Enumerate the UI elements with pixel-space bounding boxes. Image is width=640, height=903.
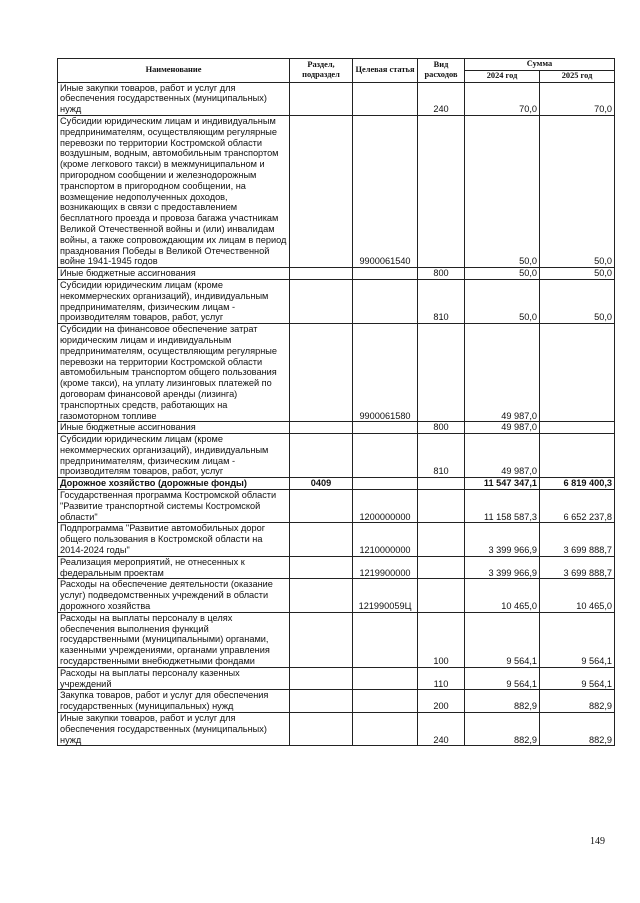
row-sum-2024: 882,9 [465,713,540,746]
table-row [58,523,615,556]
row-target [353,422,418,434]
row-sum-2025: 882,9 [540,713,615,746]
row-expense-type [418,523,465,556]
row-sum-2024: 49 987,0 [465,324,540,422]
row-sum-2025: 10 465,0 [540,579,615,612]
table-row [58,478,615,490]
table-row [58,434,615,478]
row-name: Закупка товаров, работ и услуг для обеспечения государственных (муниципальных) нужд [58,690,290,713]
row-section [290,667,353,690]
row-section: 0409 [290,478,353,490]
table-row [58,713,615,746]
row-section [290,612,353,667]
row-target [353,478,418,490]
row-sum-2024: 49 987,0 [465,422,540,434]
table-row [58,268,615,280]
header-target: Целевая статья [353,59,418,83]
table-row [58,490,615,523]
row-target [353,268,418,280]
row-sum-2024: 9 564,1 [465,612,540,667]
row-target: 1200000000 [353,490,418,523]
table-row [58,667,615,690]
row-expense-type: 200 [418,690,465,713]
row-target [353,667,418,690]
row-expense-type: 110 [418,667,465,690]
header-sum: Сумма [465,59,615,71]
row-sum-2024: 49 987,0 [465,434,540,478]
row-target: 1210000000 [353,523,418,556]
row-name: Субсидии юридическим лицам (кроме некоммерческих организаций), индивидуальным предпринимателям, физическим лицам - производителям товаров, работ, услуг [58,279,290,323]
page-number: 149 [590,836,605,847]
row-sum-2025: 9 564,1 [540,612,615,667]
row-section [290,690,353,713]
table-row [58,82,615,115]
row-name: Субсидии юридическим лицам (кроме некоммерческих организаций), индивидуальным предпринимателям, физическим лицам - производителям товаров, работ, услуг [58,434,290,478]
row-name: Расходы на выплаты персоналу в целях обеспечения выполнения функций государственными (муниципальными) органами, казенными учреждениями, органами управления государственными внебюджетными фондами [58,612,290,667]
row-sum-2025 [540,422,615,434]
row-target [353,279,418,323]
row-expense-type: 800 [418,268,465,280]
row-sum-2025: 50,0 [540,268,615,280]
row-sum-2025: 3 699 888,7 [540,523,615,556]
row-sum-2025: 50,0 [540,115,615,267]
row-sum-2024: 50,0 [465,115,540,267]
row-section [290,422,353,434]
row-section [290,713,353,746]
row-target [353,612,418,667]
row-sum-2024: 3 399 966,9 [465,523,540,556]
table-row [58,115,615,267]
row-name: Государственная программа Костромской области "Развитие транспортной системы Костромской области" [58,490,290,523]
row-sum-2024: 3 399 966,9 [465,556,540,579]
row-expense-type [418,556,465,579]
row-section [290,579,353,612]
table-row [58,690,615,713]
row-sum-2025: 50,0 [540,279,615,323]
header-name: Наименование [58,59,290,83]
row-target: 9900061540 [353,115,418,267]
row-sum-2024: 50,0 [465,268,540,280]
row-expense-type: 240 [418,713,465,746]
row-name: Дорожное хозяйство (дорожные фонды) [58,478,290,490]
header-section: Раздел, подраздел [290,59,353,83]
row-target: 121990059Ц [353,579,418,612]
row-section [290,324,353,422]
row-name: Субсидии на финансовое обеспечение затрат юридическим лицам и индивидуальным предпринимателям, осуществляющим регулярные перевозки на территории Костромской области автомобильным транспортом общего пользования (кроме такси), на уплату лизинговых платежей по договорам финансовой аренды (лизинга) транспортных средств, работающих на газомоторном топливе [58,324,290,422]
row-sum-2024: 10 465,0 [465,579,540,612]
row-expense-type: 100 [418,612,465,667]
budget-table [57,58,615,746]
row-name: Иные бюджетные ассигнования [58,422,290,434]
row-expense-type [418,324,465,422]
row-section [290,82,353,115]
row-expense-type [418,579,465,612]
row-name: Расходы на выплаты персоналу казенных учреждений [58,667,290,690]
table-row [58,422,615,434]
row-target [353,690,418,713]
row-section [290,523,353,556]
header-expense-type: Вид расходов [418,59,465,83]
row-name: Иные закупки товаров, работ и услуг для обеспечения государственных (муниципальных) нужд [58,713,290,746]
row-sum-2025: 3 699 888,7 [540,556,615,579]
table-row [58,279,615,323]
row-name: Расходы на обеспечение деятельности (оказание услуг) подведомственных учреждений в области дорожного хозяйства [58,579,290,612]
row-sum-2025: 9 564,1 [540,667,615,690]
row-target [353,713,418,746]
row-target: 9900061580 [353,324,418,422]
row-target: 1219900000 [353,556,418,579]
row-sum-2025: 70,0 [540,82,615,115]
row-name: Реализация мероприятий, не отнесенных к федеральным проектам [58,556,290,579]
row-expense-type: 810 [418,434,465,478]
table-body [58,82,615,746]
row-name: Субсидии юридическим лицам и индивидуальным предпринимателям, осуществляющим регулярные перевозки по территории Костромской области воздушным, водным, автомобильным транспортом (кроме легкового такси) в межмуниципальном и пригородном сообщении и железнодорожным транспортом в пригородном сообщении, на возмещение недополученных доходов, возникающих в связи с предоставлением бесплатного проезда и провоза багажа участникам Великой Отечественной войны и (или) инвалидам войны, а также сопровождающим их лицам в период празднования Победы в Великой Отечественной войне 1941-1945 годов [58,115,290,267]
row-sum-2024: 50,0 [465,279,540,323]
row-sum-2024: 70,0 [465,82,540,115]
row-target [353,82,418,115]
row-section [290,115,353,267]
table-row [58,556,615,579]
row-sum-2025 [540,324,615,422]
row-expense-type [418,490,465,523]
table-row [58,579,615,612]
row-section [290,268,353,280]
row-name: Подпрограмма "Развитие автомобильных дорог общего пользования в Костромской области на 2014-2024 годы" [58,523,290,556]
row-sum-2025: 882,9 [540,690,615,713]
row-sum-2025: 6 819 400,3 [540,478,615,490]
row-expense-type: 810 [418,279,465,323]
row-section [290,434,353,478]
header-year-2024: 2024 год [465,70,540,82]
row-name: Иные закупки товаров, работ и услуг для обеспечения государственных (муниципальных) нужд [58,82,290,115]
row-sum-2024: 882,9 [465,690,540,713]
row-sum-2025 [540,434,615,478]
row-sum-2024: 9 564,1 [465,667,540,690]
row-target [353,434,418,478]
row-section [290,490,353,523]
row-sum-2024: 11 158 587,3 [465,490,540,523]
row-sum-2025: 6 652 237,8 [540,490,615,523]
row-expense-type: 240 [418,82,465,115]
row-expense-type [418,115,465,267]
table-row [58,612,615,667]
row-section [290,556,353,579]
row-sum-2024: 11 547 347,1 [465,478,540,490]
row-section [290,279,353,323]
row-expense-type: 800 [418,422,465,434]
table-row [58,324,615,422]
row-expense-type [418,478,465,490]
header-year-2025: 2025 год [540,70,615,82]
row-name: Иные бюджетные ассигнования [58,268,290,280]
